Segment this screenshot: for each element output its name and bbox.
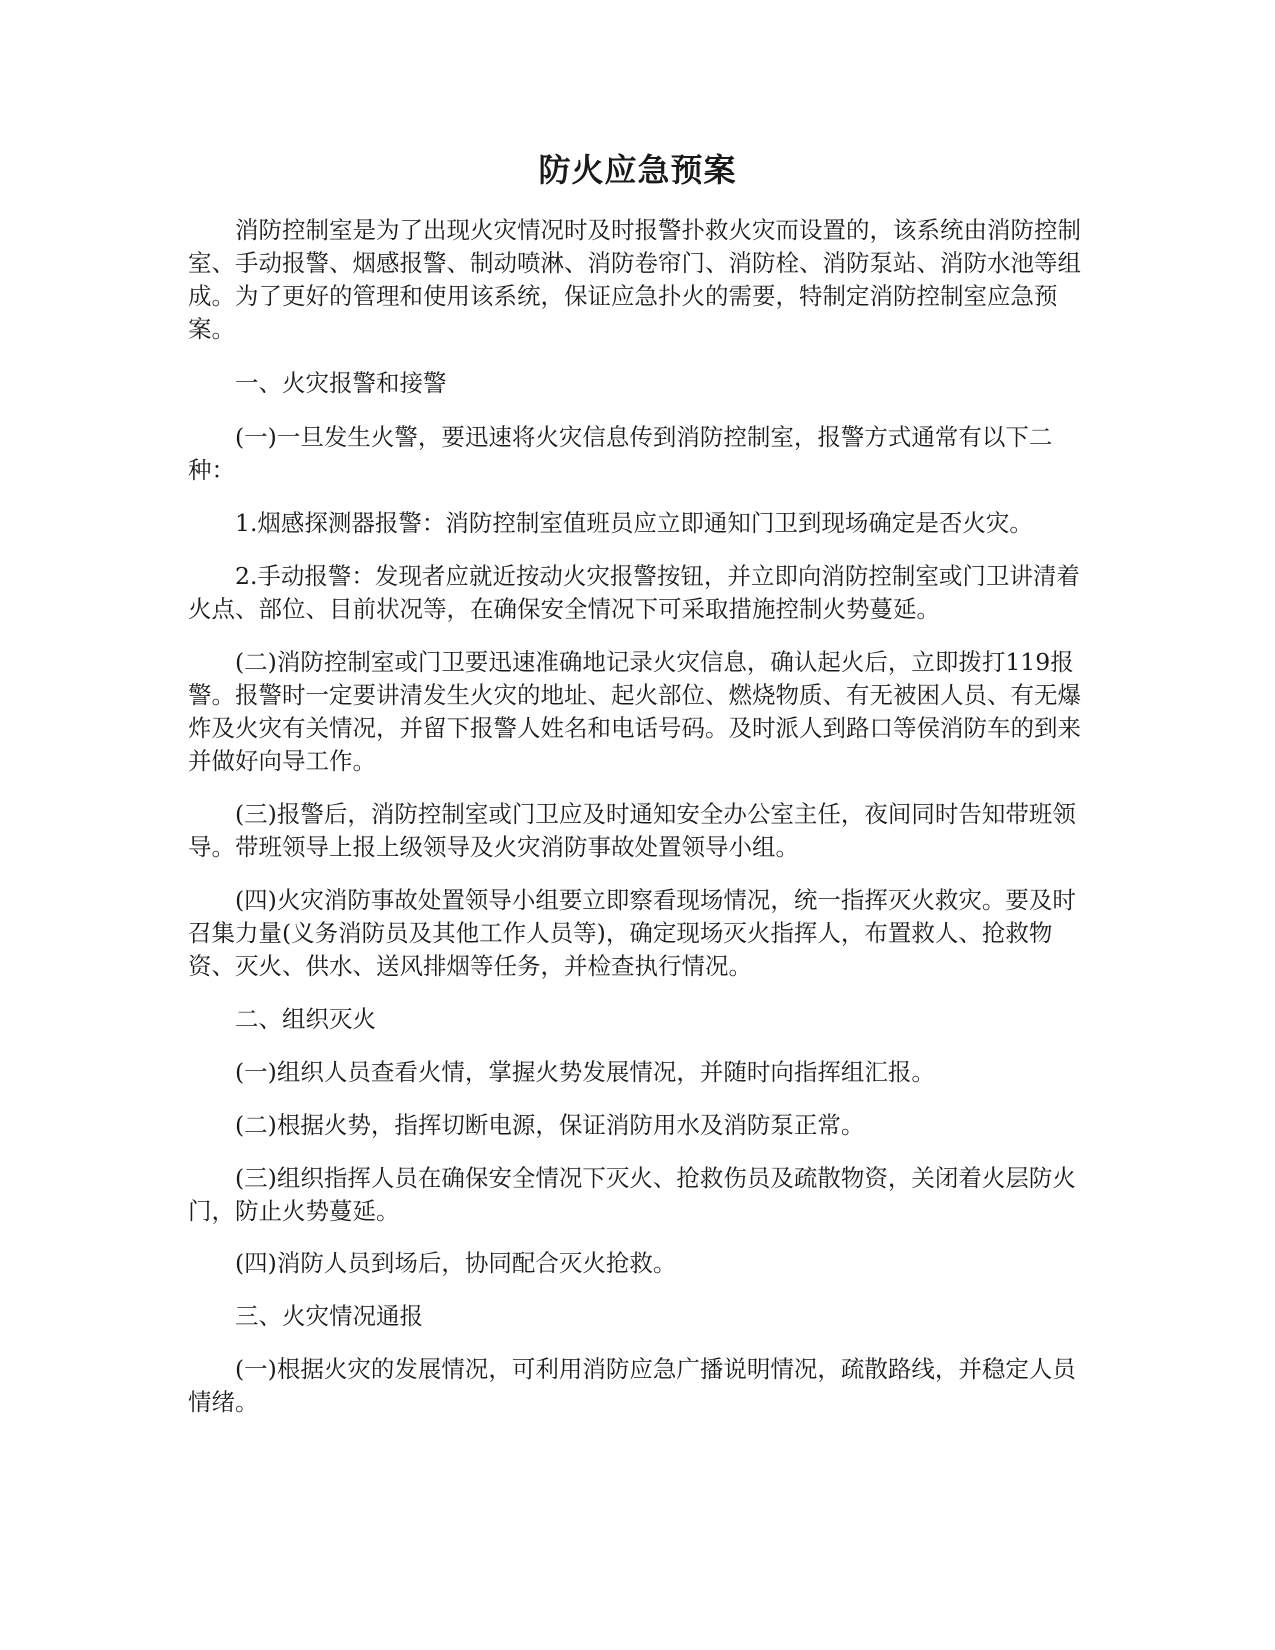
paragraph-smoke-detector: 1.烟感探测器报警：消防控制室值班员应立即通知门卫到现场确定是否火灾。 — [235, 509, 1033, 537]
section-heading-alarm: 一、火灾报警和接警 — [235, 369, 447, 397]
intro-paragraph: 消防控制室是为了出现火灾情况时及时报警扑救火灾而设置的，该系统由消防控制室、手动报警、烟感报警、制动喷淋、消防卷帘门、消防栓、消防泵站、消防水池等组成。为了更好的管理和使用该系统，保证应急扑火的需要，特制定消防控制室应急预案。 — [188, 216, 1081, 343]
document-body — [188, 214, 1088, 1419]
paragraph-firefighting-1: (一)组织人员查看火情，掌握火势发展情况，并随时向指挥组汇报。 — [235, 1058, 935, 1086]
paragraph-alarm-3: (三)报警后，消防控制室或门卫应及时通知安全办公室主任，夜间同时告知带班领导。带班领导上报上级领导及火灾消防事故处置领导小组。 — [188, 800, 1076, 861]
paragraph-firefighting-3: (三)组织指挥人员在确保安全情况下灭火、抢救伤员及疏散物资，关闭着火层防火门，防止火势蔓延。 — [188, 1164, 1076, 1225]
document-title: 防火应急预案 — [538, 151, 737, 189]
section-heading-firefighting: 二、组织灭火 — [235, 1005, 376, 1033]
section-heading-notification: 三、火灾情况通报 — [235, 1302, 423, 1330]
paragraph-firefighting-2: (二)根据火势，指挥切断电源，保证消防用水及消防泵正常。 — [235, 1111, 865, 1139]
paragraph-notification-1: (一)根据火灾的发展情况，可利用消防应急广播说明情况，疏散路线，并稳定人员情绪。 — [188, 1355, 1076, 1416]
paragraph-alarm-4: (四)火灾消防事故处置领导小组要立即察看现场情况，统一指挥灭火救灾。要及时召集力量(义务消防员及其他工作人员等)，确定现场灭火指挥人，布置救人、抢救物资、灭火、供水、送风排烟等任务，并检查执行情况。 — [188, 886, 1076, 980]
paragraph-alarm-1: (一)一旦发生火警，要迅速将火灾信息传到消防控制室，报警方式通常有以下二种： — [188, 423, 1053, 484]
paragraph-firefighting-4: (四)消防人员到场后，协同配合灭火抢救。 — [235, 1249, 677, 1277]
paragraph-manual-alarm: 2.手动报警：发现者应就近按动火灾报警按钮，并立即向消防控制室或门卫讲清着火点、部位、目前状况等，在确保安全情况下可采取措施控制火势蔓延。 — [188, 562, 1080, 623]
paragraph-alarm-2: (二)消防控制室或门卫要迅速准确地记录火灾信息，确认起火后，立即拨打119报警。报警时一定要讲清发生火灾的地址、起火部位、燃烧物质、有无被困人员、有无爆炸及火灾有关情况，并留下报警人姓名和电话号码。及时派人到路口等侯消防车的到来并做好向导工作。 — [188, 648, 1081, 775]
